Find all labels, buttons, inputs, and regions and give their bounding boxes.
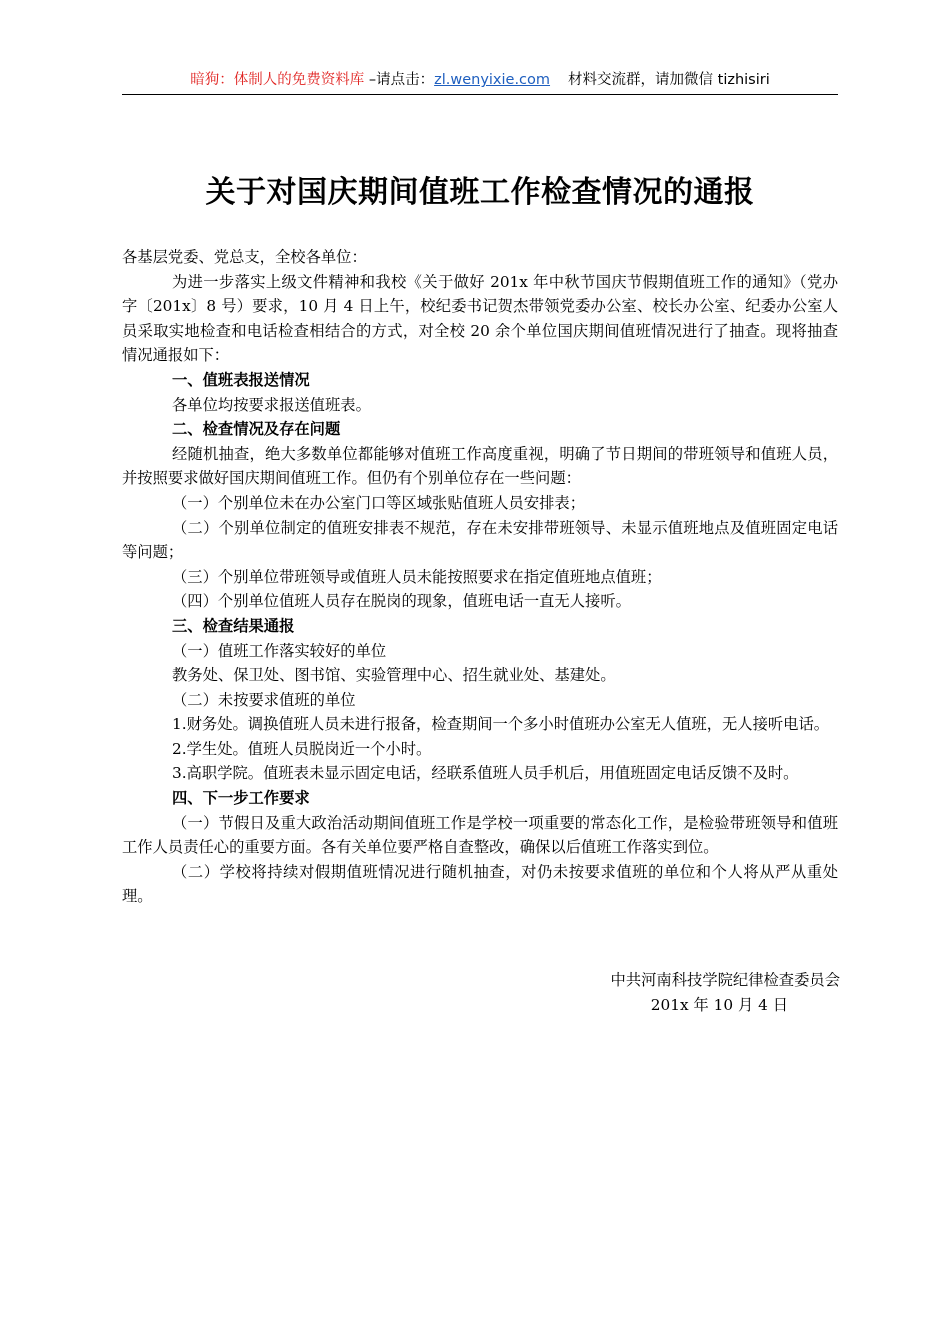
- header-link[interactable]: zl.wenyixie.com: [434, 72, 551, 88]
- list-item: 3.高职学院。值班表未显示固定电话，经联系值班人员手机后，用值班固定电话反馈不及时。: [172, 764, 799, 783]
- signature-org: 中共河南科技学院纪律检查委员会: [610, 971, 840, 989]
- section-heading-2: 二、检查情况及存在问题: [172, 420, 341, 439]
- list-item: 2.学生处。值班人员脱岗近一个小时。: [172, 739, 432, 758]
- page-header: [122, 68, 838, 95]
- section-heading-3: 三、检查结果通报: [172, 616, 295, 635]
- list-item: （二）学校将持续对假期值班情况进行随机抽查，对仍未按要求值班的单位和个人将从严从重处理。: [122, 862, 838, 906]
- list-item: （一）节假日及重大政治活动期间值班工作是学校一项重要的常态化工作，是检验带班领导和值班工作人员责任心的重要方面。各有关单位要严格自查整改，确保以后值班工作落实到位。: [122, 813, 838, 857]
- section-heading-4: 四、下一步工作要求: [172, 789, 310, 808]
- list-item: （二）个别单位制定的值班安排表不规范，存在未安排带班领导、未显示值班地点及值班固定电话等问题；: [122, 518, 838, 562]
- paragraph: 教务处、保卫处、图书馆、实验管理中心、招生就业处、基建处。: [172, 666, 616, 685]
- list-item: 1.财务处。调换值班人员未进行报备，检查期间一个多小时值班办公室无人值班，无人接听电话。: [172, 715, 830, 734]
- header-wechat: 材料交流群，请加微信 tizhisiri: [568, 72, 770, 88]
- salutation: 各基层党委、党总支，全校各单位：: [122, 248, 367, 266]
- signature-date: 201x 年 10 月 4 日: [650, 995, 788, 1014]
- intro-paragraph: 为进一步落实上级文件精神和我校《关于做好 201x 年中秋节国庆节假期值班工作的通知》（党办字〔201x〕8 号）要求，10 月 4 日上午，校纪委书记贺杰带领党委办公室、校长办公室、纪委办公室人员采取实地检查和电话检查相结合的方式，对全校 20 余个单位国庆期间值班情况进行了抽查。现将抽查情况通报如下：: [122, 272, 838, 365]
- document-body: [122, 245, 838, 909]
- header-brand: 暗狗：体制人的免费资料库: [190, 72, 365, 88]
- document-title: 关于对国庆期间值班工作检查情况的通报: [205, 175, 755, 210]
- paragraph: 经随机抽查，绝大多数单位都能够对值班工作高度重视，明确了节日期间的带班领导和值班人员，并按照要求做好国庆期间值班工作。但仍有个别单位存在一些问题：: [122, 444, 838, 488]
- list-item: （一）值班工作落实较好的单位: [172, 641, 387, 660]
- signature-block: [560, 968, 840, 1017]
- paragraph: 各单位均按要求报送值班表。: [172, 395, 371, 414]
- list-item: （二）未按要求值班的单位: [172, 690, 356, 709]
- section-heading-1: 一、值班表报送情况: [172, 370, 310, 389]
- header-click-label: –请点击：: [364, 72, 435, 88]
- list-item: （一）个别单位未在办公室门口等区域张贴值班人员安排表；: [172, 493, 586, 512]
- list-item: （四）个别单位值班人员存在脱岗的现象，值班电话一直无人接听。: [172, 592, 631, 611]
- list-item: （三）个别单位带班领导或值班人员未能按照要求在指定值班地点值班；: [172, 567, 662, 586]
